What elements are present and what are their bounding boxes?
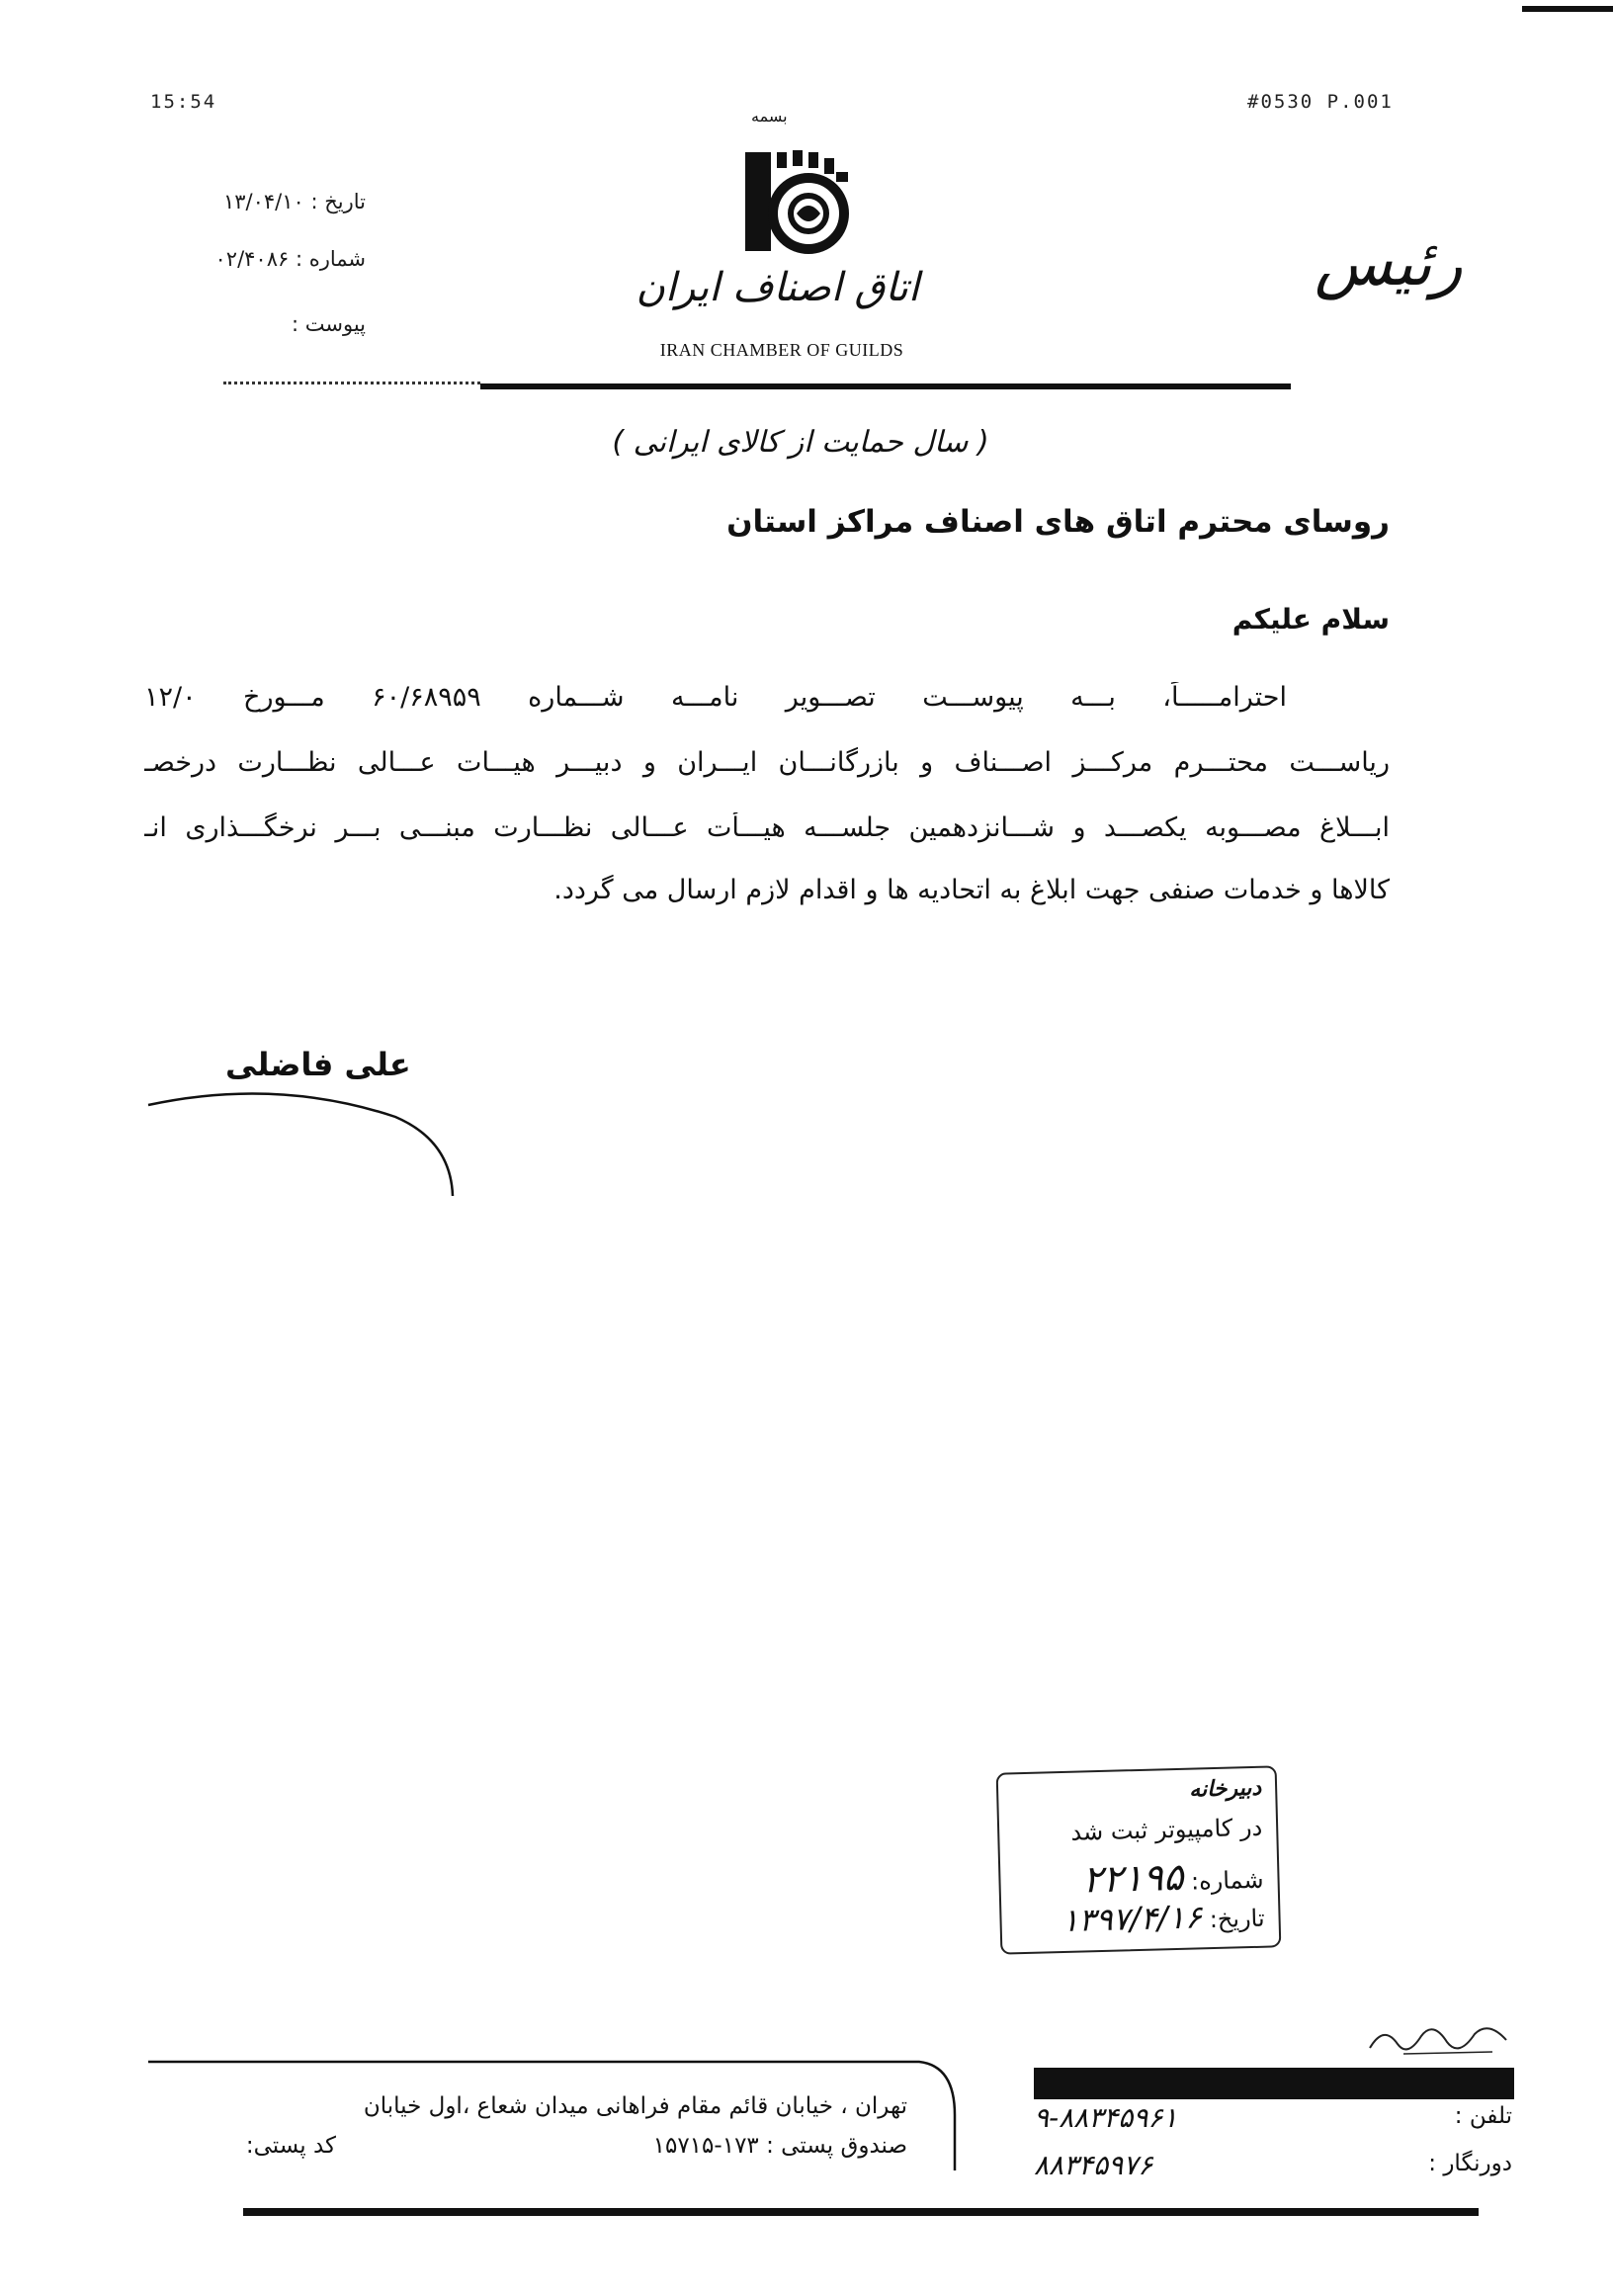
signature-name: علی فاضلی [225,1046,411,1083]
footer-phone-value: ۹-۸۸۳۴۵۹۶۱ [1034,2101,1178,2134]
signature-stroke-icon [138,1077,465,1206]
stamp-line1: در کامپیوتر ثبت شد [1070,1813,1263,1846]
body-line-3: ابـــلاغ مصـــوبه یکصـــد و شـــانزدهمین جلســـه هیـــأت عـــالی نظـــارت مبنـــی بـــر نرخگـــذاری انـ [144,812,1390,843]
greeting: سلام علیکم [1231,603,1390,636]
number-row [148,247,366,271]
footer-fax-value: ۸۸۳۴۵۹۷۶ [1034,2149,1153,2181]
registration-stamp [996,1765,1282,1954]
slogan: ( سال حمایت از کالای ایرانی ) [612,425,989,460]
header-rule [480,383,1291,389]
date-label: تاریخ : [310,190,366,213]
stamp-date-label: تاریخ: [1209,1904,1265,1934]
footer-rule [243,2208,1479,2216]
stamp-title: دبیرخانه [1188,1775,1262,1803]
body-line-1: احترامـــــاً، بـــه پیوســـت تصـــویر نامـــه شـــماره ۶۰/۶۸۹۵۹ مـــورخ ۱۲/۰ [144,682,1287,713]
footer-address-line1: تهران ، خیابان قائم مقام فراهانی میدان شعاع ،اول خیابان [363,2093,907,2119]
stamp-number-value: ۲۲۱۹۵ [1081,1854,1184,1902]
fax-page-code: #0530 P.001 [1247,91,1394,113]
date-value: ۱۳/۰۴/۱۰ [222,190,304,213]
top-mark: بسمه [751,107,788,126]
logo-english: IRAN CHAMBER OF GUILDS [659,340,904,360]
fax-time: 15:54 [150,91,217,113]
addressee: روسای محترم اتاق های اصناف مراکز استان [726,504,1390,540]
header-rule-left [223,382,480,384]
scan-edge-mark [1522,6,1613,12]
guild-logo-icon [743,148,852,257]
footer-header-bar [1034,2068,1514,2099]
handwritten-note-icon [1364,2014,1512,2064]
logo-persian: اتاق اصناف ایران [636,265,919,310]
stamp-date-row [1061,1897,1265,1939]
stamp-number-label: شماره: [1190,1865,1264,1896]
attachment-row [148,312,366,336]
number-label: شماره : [295,247,366,271]
footer-postal-code-label: کد پستی: [245,2133,336,2159]
recipient-tag: رئیس [1315,227,1463,300]
footer-po-box: صندوق پستی : ۱۷۳-۱۵۷۱۵ [652,2133,907,2159]
date-row [148,190,366,213]
footer-fax-label: دورنگار : [1428,2151,1512,2176]
body-line-2: ریاســـت محتـــرم مرکـــز اصـــناف و بازرگانـــان ایـــران و دبیـــر هیـــات عـــالی نظـــارت درخصـ [144,747,1390,778]
stamp-date-value: ۱۳۹۷/۴/۱۶ [1061,1898,1203,1940]
body-line-4: کالاها و خدمات صنفی جهت ابلاغ به اتحادیه ها و اقدام لازم ارسال می گردد. [553,875,1390,905]
stamp-number-row [1082,1853,1264,1902]
number-value: ۰۲/۴۰۸۶ [214,247,290,271]
footer-phone-label: تلفن : [1454,2103,1512,2129]
attachment-label: پیوست : [292,312,366,336]
